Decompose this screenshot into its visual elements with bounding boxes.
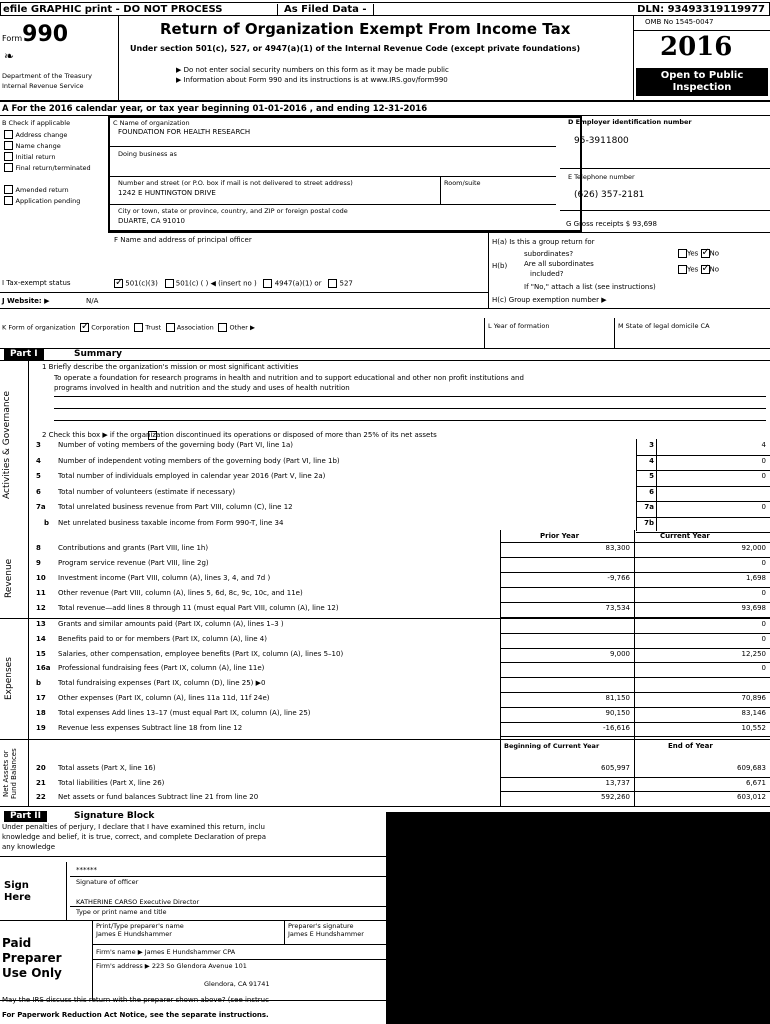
prior-year-value: 9,000 bbox=[609, 649, 630, 658]
line1-text2: programs involved in health and nutrition and the study and uses of health nutrition bbox=[54, 384, 350, 392]
b-item-final[interactable]: Final return/terminated bbox=[4, 163, 104, 185]
line-text: Total unrelated business revenue from Part VIII, column (C), line 12 bbox=[58, 503, 293, 511]
line-number: 6 bbox=[36, 487, 41, 496]
preparer-sig-label: Preparer's signature bbox=[288, 922, 354, 930]
open-line1: Open to Public bbox=[660, 70, 744, 81]
principal-officer-label: F Name and address of principal officer bbox=[114, 236, 252, 244]
end-year-value: 6,671 bbox=[745, 778, 766, 787]
org-name-label: C Name of organization bbox=[113, 119, 190, 127]
section-b-list bbox=[4, 130, 104, 207]
form-number: 990 bbox=[22, 22, 69, 47]
line-number: 14 bbox=[36, 634, 46, 643]
line-number: 17 bbox=[36, 694, 46, 702]
begin-year-value: 605,997 bbox=[601, 764, 630, 772]
line-number: 10 bbox=[36, 574, 46, 582]
preparer-sig: James E Hundshammer bbox=[288, 930, 364, 938]
hb-label: H(b) bbox=[492, 262, 508, 270]
other-checkbox[interactable] bbox=[218, 323, 227, 332]
prior-year-value: -16,616 bbox=[602, 723, 630, 732]
line-number: 12 bbox=[36, 604, 46, 612]
line-text: Total assets (Part X, line 16) bbox=[58, 764, 156, 772]
line-number: b bbox=[36, 679, 42, 688]
line-box: 3 bbox=[649, 441, 654, 449]
open-public-box bbox=[636, 68, 768, 96]
line2-checkbox[interactable] bbox=[148, 431, 157, 440]
line-text: Net assets or fund balances Subtract line 21 from line 20 bbox=[58, 793, 259, 801]
line-text: Salaries, other compensation, employee benefits (Part IX, column (A), lines 5–10) bbox=[58, 649, 344, 658]
current-year-value: 92,000 bbox=[741, 544, 766, 552]
line-box: 7a bbox=[644, 503, 654, 511]
phone-label: E Telephone number bbox=[568, 173, 635, 181]
state-domicile-label: M State of legal domicile CA bbox=[618, 322, 710, 330]
part1-tag: Part I bbox=[4, 349, 44, 360]
line-box: 6 bbox=[649, 487, 654, 496]
efile-label: efile GRAPHIC print - DO NOT PROCESS bbox=[3, 4, 223, 15]
form-id bbox=[2, 22, 68, 47]
corporation-checkbox[interactable] bbox=[80, 323, 89, 332]
part1-title: Summary bbox=[74, 349, 123, 359]
tax-year: 2016 bbox=[660, 32, 733, 62]
begin-year-header: Beginning of Current Year bbox=[504, 742, 600, 750]
side-expenses: Expenses bbox=[4, 657, 14, 701]
signature-label: Signature of officer bbox=[76, 878, 139, 886]
line-text: Total liabilities (Part X, line 26) bbox=[58, 778, 165, 787]
top-bar bbox=[0, 2, 770, 16]
website-label: J Website: ▶ bbox=[2, 297, 50, 305]
here-label: Here bbox=[4, 892, 31, 903]
perjury-text-3: any knowledge bbox=[2, 843, 56, 851]
trust-checkbox[interactable] bbox=[134, 323, 143, 332]
line-value: 4 bbox=[761, 441, 766, 449]
line-text: Number of independent voting members of the governing body (Part VI, line 1b) bbox=[58, 456, 340, 465]
ha-label: H(a) Is this a group return for bbox=[492, 238, 595, 246]
line-value: 0 bbox=[761, 456, 766, 465]
prior-year-header: Prior Year bbox=[540, 532, 580, 540]
checkbox[interactable] bbox=[4, 185, 13, 194]
city-label: City or town, state or province, country, and ZIP or foreign postal code bbox=[118, 207, 348, 215]
paid-label: Paid bbox=[2, 936, 32, 950]
current-year-value: 0 bbox=[761, 589, 766, 597]
current-year-value: 93,698 bbox=[741, 604, 766, 612]
form-header bbox=[0, 16, 770, 102]
form-subtitle: Under section 501(c), 527, or 4947(a)(1) of the Internal Revenue Code (except private foundations) bbox=[130, 44, 581, 53]
line-text: Revenue less expenses Subtract line 18 from line 12 bbox=[58, 723, 243, 732]
line-number: 20 bbox=[36, 764, 46, 772]
line-text: Other revenue (Part VIII, column (A), lines 5, 6d, 8c, 9c, 10c, and 11e) bbox=[58, 589, 303, 597]
officer-name: KATHERINE CARSO Executive Director bbox=[76, 898, 200, 906]
hb-yes-checkbox[interactable] bbox=[678, 265, 687, 274]
side-governance: Activities & Governance bbox=[2, 390, 12, 500]
org-name: FOUNDATION FOR HEALTH RESEARCH bbox=[118, 128, 251, 136]
checkbox[interactable] bbox=[4, 196, 13, 205]
begin-year-value: 13,737 bbox=[605, 778, 630, 787]
current-year-value: 12,250 bbox=[741, 649, 766, 658]
line-number: 7a bbox=[36, 503, 46, 511]
signature-stars: ****** bbox=[76, 866, 97, 874]
dln-label: DLN: 93493319119977 bbox=[637, 4, 765, 15]
line-text: Net unrelated business taxable income from Form 990-T, line 34 bbox=[58, 518, 284, 527]
prior-year-value: 83,300 bbox=[605, 544, 630, 552]
org-form: K Form of organization ✓ Corporation Trust Association Other ▶ bbox=[2, 323, 255, 332]
ssn-note: ▶ Do not enter social security numbers on this form as it may be made public bbox=[176, 66, 449, 74]
line-number: 18 bbox=[36, 708, 46, 717]
line-text: Grants and similar amounts paid (Part IX, column (A), lines 1–3 ) bbox=[58, 620, 284, 628]
line-number: 21 bbox=[36, 778, 46, 787]
discuss-question: May the IRS discuss this return with the preparer shown above? (see instruc bbox=[2, 996, 269, 1004]
line-text: Contributions and grants (Part VIII, line 1h) bbox=[58, 544, 209, 552]
form-title: Return of Organization Exempt From Income Tax bbox=[160, 20, 571, 38]
line-text: Total number of individuals employed in calendar year 2016 (Part V, line 2a) bbox=[58, 472, 326, 480]
filed-label: As Filed Data - bbox=[277, 4, 374, 15]
perjury-text-1: Under penalties of perjury, I declare that I have examined this return, inclu bbox=[2, 823, 265, 831]
redaction-block bbox=[386, 812, 770, 1024]
begin-year-value: 592,260 bbox=[601, 793, 630, 801]
city-value: DUARTE, CA 91010 bbox=[118, 217, 185, 225]
b-item-application[interactable]: Application pending bbox=[4, 196, 104, 207]
preparer-name-label: Print/Type preparer's name bbox=[96, 922, 184, 930]
b-item-name[interactable]: Name change bbox=[4, 141, 104, 152]
street-label: Number and street (or P.O. box if mail is not delivered to street address) bbox=[118, 179, 353, 187]
line-number: 5 bbox=[36, 472, 41, 480]
preparer-label: Preparer bbox=[2, 951, 62, 965]
line-number: 3 bbox=[36, 441, 41, 449]
checkbox[interactable] bbox=[4, 152, 13, 161]
dba-label: Doing business as bbox=[118, 150, 177, 158]
line-value: 0 bbox=[761, 503, 766, 511]
phone-value: (626) 357-2181 bbox=[574, 190, 645, 200]
b-item-initial[interactable]: Initial return bbox=[4, 152, 104, 163]
b-item-address[interactable]: Address change bbox=[4, 130, 104, 141]
prior-year-value: 90,150 bbox=[605, 708, 630, 717]
line-number: 22 bbox=[36, 793, 46, 801]
use-only-label: Use Only bbox=[2, 966, 62, 980]
org-box bbox=[108, 116, 582, 232]
line-text: Total fundraising expenses (Part IX, column (D), line 25) ▶0 bbox=[58, 679, 266, 688]
line-text: Investment income (Part VIII, column (A), lines 3, 4, and 7d ) bbox=[58, 574, 271, 582]
b-item-amended[interactable]: Amended return bbox=[4, 185, 104, 196]
street-value: 1242 E HUNTINGTON DRIVE bbox=[118, 189, 216, 197]
eagle-icon: ❧ bbox=[4, 49, 15, 63]
ha-yes-no: Yes ✓ No bbox=[678, 249, 719, 258]
hb-label-2: included? bbox=[530, 270, 564, 278]
line-box: 4 bbox=[649, 456, 654, 465]
current-year-header: Current Year bbox=[660, 532, 710, 540]
checkbox[interactable] bbox=[4, 141, 13, 150]
line-number: 19 bbox=[36, 723, 46, 732]
line-number: 15 bbox=[36, 649, 46, 658]
firm-name: Firm's name ▶ James E Hundshammer CPA bbox=[96, 948, 236, 956]
room-label: Room/suite bbox=[444, 179, 481, 187]
line-text: Program service revenue (Part VIII, line 2g) bbox=[58, 559, 209, 567]
firm-address: Firm's address ▶ 223 So Glendora Avenue 101 bbox=[96, 962, 247, 970]
hb-label-1: Are all subordinates bbox=[524, 260, 594, 268]
side-revenue: Revenue bbox=[4, 558, 14, 598]
line-number: 13 bbox=[36, 620, 46, 628]
line-value: 0 bbox=[761, 472, 766, 480]
info-note: ▶ Information about Form 990 and its instructions is at www.IRS.gov/form990 bbox=[176, 76, 448, 84]
current-year-value: 1,698 bbox=[745, 574, 766, 582]
line1-text1: To operate a foundation for research programs in health and nutrition and to support educational and other non profit institutions and bbox=[54, 374, 524, 382]
line2: 2 Check this box ▶ if the organization discontinued its operations or disposed of more than 25% of its net assets bbox=[42, 431, 437, 439]
sign-label: Sign bbox=[4, 880, 29, 891]
line-text: Total expenses Add lines 13–17 (must equal Part IX, column (A), line 25) bbox=[58, 708, 311, 717]
perjury-text-2: knowledge and belief, it is true, correct, and complete Declaration of prepa bbox=[2, 833, 267, 841]
line-a: A For the 2016 calendar year, or tax year beginning 01-01-2016 , and ending 12-31-2016 bbox=[2, 104, 428, 114]
paperwork-notice: For Paperwork Reduction Act Notice, see the separate instructions. bbox=[2, 1011, 269, 1019]
part2-title: Signature Block bbox=[74, 811, 155, 821]
end-year-header: End of Year bbox=[668, 742, 713, 750]
ein-label: D Employer identification number bbox=[568, 118, 692, 126]
line1-label: 1 Briefly describe the organization's mission or most significant activities bbox=[42, 363, 299, 371]
current-year-value: 70,896 bbox=[741, 694, 766, 702]
501c3-checkbox[interactable] bbox=[114, 279, 123, 288]
tax-exempt-status: I Tax-exempt status bbox=[2, 279, 71, 287]
line-number: 4 bbox=[36, 456, 41, 465]
side-net-assets: Net Assets or Fund Balances bbox=[2, 748, 18, 800]
dept-irs: Internal Revenue Service bbox=[2, 82, 84, 90]
prior-year-value: 73,534 bbox=[605, 604, 630, 612]
type-name-label: Type or print name and title bbox=[76, 908, 167, 916]
current-year-value: 0 bbox=[761, 620, 766, 628]
501c-checkbox[interactable] bbox=[165, 279, 174, 288]
hc-label: H(c) Group exemption number ▶ bbox=[492, 296, 607, 304]
checkbox[interactable] bbox=[4, 130, 13, 139]
current-year-value: 10,552 bbox=[741, 723, 766, 732]
firm-city: Glendora, CA 91741 bbox=[204, 980, 270, 988]
omb-number: OMB No 1545-0047 bbox=[645, 18, 714, 26]
section-b-label: B Check if applicable bbox=[2, 119, 71, 127]
line-text: Professional fundraising fees (Part IX, column (A), line 11e) bbox=[58, 664, 265, 673]
ha-label-2: subordinates? bbox=[524, 250, 574, 258]
current-year-value: 0 bbox=[761, 664, 766, 673]
line-text: Number of voting members of the governing body (Part VI, line 1a) bbox=[58, 441, 294, 449]
dept-treasury: Department of the Treasury bbox=[2, 72, 93, 80]
form-label: Form bbox=[2, 34, 23, 43]
current-year-value: 83,146 bbox=[741, 708, 766, 717]
4947-checkbox[interactable] bbox=[263, 279, 272, 288]
hb-yes-no: Yes ✓ No bbox=[678, 265, 719, 274]
line-text: Benefits paid to or for members (Part IX, column (A), line 4) bbox=[58, 634, 267, 643]
prior-year-value: -9,766 bbox=[607, 574, 630, 582]
line-number: b bbox=[44, 518, 50, 527]
line-number: 16a bbox=[36, 664, 51, 673]
current-year-value: 0 bbox=[761, 559, 766, 567]
part2-tag: Part II bbox=[4, 811, 47, 822]
line-box: 5 bbox=[649, 472, 654, 480]
ha-no-checkbox[interactable] bbox=[701, 249, 710, 258]
tax-exempt-options: ✓ 501(c)(3) 501(c) ( ) ◀ (insert no ) 4947(a)(1) or 527 bbox=[114, 279, 353, 288]
line-number: 9 bbox=[36, 559, 41, 567]
ha-yes-checkbox[interactable] bbox=[678, 249, 687, 258]
line-box: 7b bbox=[644, 518, 654, 527]
line-text: Total number of volunteers (estimate if necessary) bbox=[58, 487, 236, 496]
end-year-value: 609,683 bbox=[737, 764, 766, 772]
gross-receipts: G Gross receipts $ 93,698 bbox=[566, 220, 657, 228]
website-value: N/A bbox=[86, 297, 99, 305]
preparer-name: James E Hundshammer bbox=[96, 930, 172, 938]
hb-no-checkbox[interactable] bbox=[701, 265, 710, 274]
ein-value: 95-3911800 bbox=[574, 136, 629, 146]
end-year-value: 603,012 bbox=[737, 793, 766, 801]
association-checkbox[interactable] bbox=[166, 323, 175, 332]
checkbox[interactable] bbox=[4, 163, 13, 172]
current-year-value: 0 bbox=[761, 634, 766, 643]
year-formation-label: L Year of formation bbox=[488, 322, 550, 330]
line-number: 11 bbox=[36, 589, 46, 597]
line-text: Total revenue—add lines 8 through 11 (must equal Part VIII, column (A), line 12) bbox=[58, 604, 339, 612]
line-text: Other expenses (Part IX, column (A), lines 11a 11d, 11f 24e) bbox=[58, 694, 270, 702]
open-line2: Inspection bbox=[672, 82, 732, 93]
527-checkbox[interactable] bbox=[328, 279, 337, 288]
hb-label-3: If "No," attach a list (see instructions) bbox=[524, 283, 656, 291]
prior-year-value: 81,150 bbox=[605, 694, 630, 702]
line-number: 8 bbox=[36, 544, 41, 552]
